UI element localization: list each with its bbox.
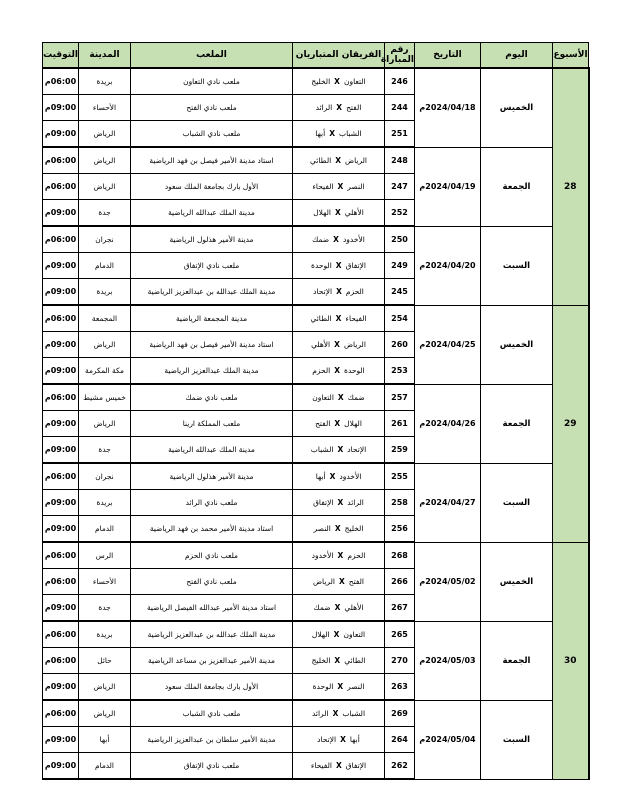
stadium: مدينة الملك عبدالعزيز الرياضية [131, 358, 293, 385]
match-number: 270 [385, 648, 415, 674]
teams-cell [293, 121, 385, 148]
home-team: الأخدود [339, 472, 362, 481]
teams-cell [293, 437, 385, 464]
vs-mark: X [334, 340, 340, 349]
city: الدمام [79, 516, 131, 543]
city: جدة [79, 595, 131, 622]
home-team: الشباب [339, 129, 362, 138]
vs-mark: X [334, 77, 340, 86]
match-number: 266 [385, 569, 415, 595]
match-number: 245 [385, 279, 415, 306]
match-day: الجمعة [481, 147, 553, 226]
teams-cell [293, 621, 385, 648]
vs-mark: X [337, 182, 344, 191]
home-team: الإتفاق [345, 261, 366, 270]
home-team: الرائد [347, 498, 364, 507]
away-team: الطائي [310, 314, 332, 323]
kickoff-time: 09:00م [43, 595, 79, 622]
home-team: النصر [347, 182, 365, 191]
vs-mark: X [336, 287, 342, 296]
away-team: الخليج [311, 656, 331, 665]
vs-mark: X [337, 498, 344, 507]
teams-cell [293, 516, 385, 543]
away-team: النصر [313, 524, 331, 533]
city: خميس مشيط [79, 384, 131, 411]
kickoff-time: 06:00م [43, 542, 79, 569]
stadium: الأول بارك بجامعة الملك سعود [131, 674, 293, 701]
vs-mark: X [329, 472, 336, 481]
match-number: 253 [385, 358, 415, 385]
away-team: الفيحاء [310, 761, 332, 770]
kickoff-time: 09:00م [43, 253, 79, 279]
table-row [43, 700, 589, 727]
home-team: الخليج [344, 524, 364, 533]
stadium: مدينة المجمعة الرياضية [131, 305, 293, 332]
time-header: التوقيت [43, 43, 79, 69]
match-date: 2024/04/26م [415, 384, 481, 463]
teams-cell [293, 595, 385, 622]
table-row [43, 463, 589, 490]
match-day: الخميس [481, 542, 553, 621]
vs-mark: X [334, 419, 341, 428]
week-number: 30 [553, 542, 589, 779]
day-header: اليوم [481, 43, 553, 69]
stadium: ملعب المملكة ارينا [131, 411, 293, 437]
stadium: مدينة الملك عبدالله بن عبدالعزيز الرياضية [131, 279, 293, 306]
away-team: الهلال [311, 630, 330, 639]
match-number: 264 [385, 727, 415, 753]
city: بريدة [79, 490, 131, 516]
header-row [43, 43, 589, 69]
teams-cell [293, 95, 385, 121]
match-number: 269 [385, 700, 415, 727]
away-team: أبها [315, 129, 326, 138]
home-team: الوحدة [344, 366, 365, 375]
away-team: الطائي [310, 156, 332, 165]
city: مكة المكرمة [79, 358, 131, 385]
city: جدة [79, 200, 131, 227]
kickoff-time: 06:00م [43, 569, 79, 595]
city: الرس [79, 542, 131, 569]
away-team: الرائد [311, 709, 329, 718]
stadium: مدينة الأمير هذلول الرياضية [131, 226, 293, 253]
vs-mark: X [335, 761, 342, 770]
match-date: 2024/04/20م [415, 226, 481, 305]
teams-cell [293, 542, 385, 569]
teams-header: الفريقان المتباريان [293, 43, 385, 69]
schedule-sheet [42, 42, 588, 780]
match-day: السبت [481, 226, 553, 305]
away-team: الفيحاء [312, 182, 334, 191]
match-number: 258 [385, 490, 415, 516]
city: الأحساء [79, 95, 131, 121]
city: الرياض [79, 121, 131, 148]
kickoff-time: 09:00م [43, 674, 79, 701]
home-team: الأخدود [342, 235, 365, 244]
home-team: النصر [347, 682, 365, 691]
kickoff-time: 06:00م [43, 700, 79, 727]
kickoff-time: 09:00م [43, 358, 79, 385]
vs-mark: X [335, 314, 342, 323]
stadium: الأول بارك بجامعة الملك سعود [131, 174, 293, 200]
city: بريدة [79, 279, 131, 306]
vs-mark: X [329, 129, 336, 138]
match-number-header-line1: رقم [390, 45, 409, 55]
away-team: الإتحاد [313, 287, 333, 296]
away-team: الرائد [315, 103, 333, 112]
match-number-header-line2: المباراة [380, 55, 414, 65]
kickoff-time: 09:00م [43, 411, 79, 437]
week-number: 28 [553, 68, 589, 305]
kickoff-time: 09:00م [43, 753, 79, 780]
match-date: 2024/04/19م [415, 147, 481, 226]
stadium: ملعب نادي الشباب [131, 700, 293, 727]
vs-mark: X [334, 603, 341, 612]
match-day: الجمعة [481, 621, 553, 700]
away-team: الخليج [311, 77, 331, 86]
away-team: التعاون [312, 393, 334, 402]
table-row [43, 68, 589, 95]
teams-cell [293, 174, 385, 200]
city: الرياض [79, 332, 131, 358]
table-row [43, 542, 589, 569]
match-day: الجمعة [481, 384, 553, 463]
home-team: أبها [349, 735, 360, 744]
stadium: مدينة الأمير عبدالعزيز بن مساعد الرياضية [131, 648, 293, 674]
stadium: مدينة الملك عبدالله الرياضية [131, 200, 293, 227]
home-team: الحزم [345, 287, 364, 296]
kickoff-time: 06:00م [43, 648, 79, 674]
teams-cell [293, 305, 385, 332]
home-team: الإتفاق [345, 761, 367, 770]
city: نجران [79, 463, 131, 490]
table-row [43, 147, 589, 174]
stadium: ملعب نادي الفتح [131, 95, 293, 121]
stadium: ملعب نادي الحزم [131, 542, 293, 569]
city: أبها [79, 727, 131, 753]
city: حائل [79, 648, 131, 674]
teams-cell [293, 358, 385, 385]
kickoff-time: 06:00م [43, 305, 79, 332]
vs-mark: X [336, 103, 343, 112]
kickoff-time: 06:00م [43, 147, 79, 174]
match-number: 244 [385, 95, 415, 121]
away-team: الوحدة [311, 261, 332, 270]
vs-mark: X [334, 208, 341, 217]
kickoff-time: 06:00م [43, 621, 79, 648]
match-number: 249 [385, 253, 415, 279]
match-number-header [380, 43, 415, 69]
teams-cell [293, 411, 385, 437]
vs-mark: X [337, 551, 344, 560]
teams-cell [293, 569, 385, 595]
kickoff-time: 09:00م [43, 727, 79, 753]
away-team: الوحدة [312, 682, 334, 691]
home-team: الطائي [344, 656, 366, 665]
away-team: الشباب [310, 445, 334, 454]
vs-mark: X [335, 156, 341, 165]
away-team: الحزم [312, 366, 331, 375]
away-team: الأخدود [311, 551, 334, 560]
away-team: أبها [315, 472, 326, 481]
match-date: 2024/04/18م [415, 68, 481, 147]
away-team: الرياض [312, 577, 335, 586]
away-team: الهلال [313, 208, 331, 217]
match-number: 259 [385, 437, 415, 464]
home-team: الفيحاء [345, 314, 367, 323]
teams-cell [293, 648, 385, 674]
home-team: ضمك [347, 393, 365, 402]
week-number: 29 [553, 305, 589, 542]
home-team: الفتح [348, 577, 365, 586]
kickoff-time: 06:00م [43, 68, 79, 95]
stadium: ملعب نادي الإتفاق [131, 753, 293, 780]
teams-cell [293, 384, 385, 411]
match-number: 254 [385, 305, 415, 332]
match-number: 250 [385, 226, 415, 253]
match-day: الخميس [481, 305, 553, 384]
city: الدمام [79, 753, 131, 780]
home-team: الرياض [345, 156, 367, 165]
city: الرياض [79, 174, 131, 200]
kickoff-time: 09:00م [43, 95, 79, 121]
stadium: استاد مدينة الأمير محمد بن فهد الرياضية [131, 516, 293, 543]
match-number: 260 [385, 332, 415, 358]
home-team: الحزم [347, 551, 366, 560]
vs-mark: X [334, 656, 341, 665]
city-header: المدينة [79, 43, 131, 69]
vs-mark: X [337, 445, 344, 454]
match-number: 251 [385, 121, 415, 148]
kickoff-time: 06:00م [43, 384, 79, 411]
teams-cell [293, 700, 385, 727]
stadium-header: الملعب [131, 43, 293, 69]
away-team: ضمك [313, 603, 331, 612]
city: الدمام [79, 253, 131, 279]
stadium: استاد مدينة الأمير عبدالله الفيصل الرياضية [131, 595, 293, 622]
stadium: ملعب نادي ضمك [131, 384, 293, 411]
teams-cell [293, 147, 385, 174]
vs-mark: X [333, 630, 340, 639]
match-day: السبت [481, 700, 553, 779]
match-day: الخميس [481, 68, 553, 147]
stadium: ملعب نادي الرائد [131, 490, 293, 516]
match-schedule-table [42, 42, 590, 780]
match-date: 2024/05/02م [415, 542, 481, 621]
stadium: ملعب نادي الإتفاق [131, 253, 293, 279]
teams-cell [293, 253, 385, 279]
match-number: 255 [385, 463, 415, 490]
kickoff-time: 09:00م [43, 200, 79, 227]
home-team: التعاون [343, 77, 366, 86]
home-team: الرياض [343, 340, 366, 349]
kickoff-time: 06:00م [43, 463, 79, 490]
vs-mark: X [337, 393, 344, 402]
kickoff-time: 09:00م [43, 332, 79, 358]
city: الرياض [79, 147, 131, 174]
stadium: ملعب نادي التعاون [131, 68, 293, 95]
away-team: الأهلي [311, 340, 331, 349]
teams-cell [293, 279, 385, 306]
home-team: التعاون [343, 630, 366, 639]
city: المجمعة [79, 305, 131, 332]
teams-cell [293, 674, 385, 701]
stadium: مدينة الأمير سلطان بن عبدالعزيز الرياضية [131, 727, 293, 753]
city: الرياض [79, 700, 131, 727]
teams-cell [293, 332, 385, 358]
match-number: 256 [385, 516, 415, 543]
table-row [43, 621, 589, 648]
stadium: ملعب نادي الفتح [131, 569, 293, 595]
kickoff-time: 09:00م [43, 516, 79, 543]
home-team: الإتحاد [347, 445, 367, 454]
vs-mark: X [335, 261, 342, 270]
schedule-body [43, 68, 589, 779]
city: الرياض [79, 674, 131, 701]
away-team: ضمك [312, 235, 330, 244]
city: الرياض [79, 411, 131, 437]
match-number: 267 [385, 595, 415, 622]
home-team: الفتح [346, 103, 362, 112]
kickoff-time: 09:00م [43, 279, 79, 306]
match-number: 265 [385, 621, 415, 648]
vs-mark: X [338, 577, 345, 586]
match-date: 2024/04/27م [415, 463, 481, 542]
stadium: مدينة الملك عبدالله الرياضية [131, 437, 293, 464]
teams-cell [293, 200, 385, 227]
kickoff-time: 06:00م [43, 174, 79, 200]
match-number: 252 [385, 200, 415, 227]
match-number: 257 [385, 384, 415, 411]
match-number: 261 [385, 411, 415, 437]
vs-mark: X [333, 235, 339, 244]
home-team: الأهلي [344, 208, 364, 217]
table-row [43, 226, 589, 253]
match-number: 262 [385, 753, 415, 780]
vs-mark: X [337, 682, 344, 691]
stadium: مدينة الملك عبدالله بن عبدالعزيز الرياضية [131, 621, 293, 648]
stadium: استاد مدينة الأمير فيصل بن فهد الرياضية [131, 332, 293, 358]
kickoff-time: 06:00م [43, 226, 79, 253]
match-date: 2024/05/04م [415, 700, 481, 779]
home-team: الشباب [342, 709, 366, 718]
stadium: استاد مدينة الأمير فيصل بن فهد الرياضية [131, 147, 293, 174]
vs-mark: X [340, 735, 346, 744]
match-number: 263 [385, 674, 415, 701]
vs-mark: X [332, 709, 339, 718]
match-number: 247 [385, 174, 415, 200]
kickoff-time: 09:00م [43, 437, 79, 464]
city: نجران [79, 226, 131, 253]
away-team: الإتفاق [313, 498, 334, 507]
home-team: الهلال [344, 419, 362, 428]
city: الأحساء [79, 569, 131, 595]
teams-cell [293, 727, 385, 753]
match-date: 2024/04/25م [415, 305, 481, 384]
week-header: الأسبوع [553, 43, 589, 69]
away-team: الإتحاد [317, 735, 337, 744]
stadium: مدينة الأمير هذلول الرياضية [131, 463, 293, 490]
teams-cell [293, 68, 385, 95]
home-team: الأهلي [344, 603, 364, 612]
stadium: ملعب نادي الشباب [131, 121, 293, 148]
date-header: التاريخ [415, 43, 481, 69]
table-row [43, 305, 589, 332]
match-date: 2024/05/03م [415, 621, 481, 700]
vs-mark: X [334, 366, 341, 375]
match-number: 248 [385, 147, 415, 174]
match-day: السبت [481, 463, 553, 542]
vs-mark: X [334, 524, 341, 533]
kickoff-time: 09:00م [43, 121, 79, 148]
match-number: 246 [385, 68, 415, 95]
away-team: الفتح [315, 419, 331, 428]
match-number: 268 [385, 542, 415, 569]
city: بريدة [79, 621, 131, 648]
teams-cell [293, 463, 385, 490]
kickoff-time: 09:00م [43, 490, 79, 516]
teams-cell [293, 226, 385, 253]
teams-cell [293, 753, 385, 780]
table-row [43, 384, 589, 411]
city: جدة [79, 437, 131, 464]
teams-cell [293, 490, 385, 516]
city: بريدة [79, 68, 131, 95]
